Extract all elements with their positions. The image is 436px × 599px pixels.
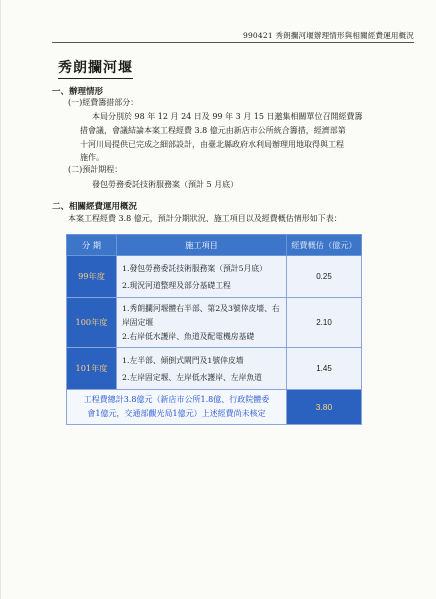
page-header: 990421 秀朗攔河堰辦理情形與相關經費運用概況 — [242, 31, 414, 40]
section-1-heading: 一、辦理情形 — [52, 87, 104, 97]
work-item: 2.右岸低水護岸、魚道及配電機房基礎 — [122, 331, 255, 341]
phase-cell: 101年度 — [67, 348, 117, 390]
budget-cell: 1.45 — [287, 348, 362, 390]
work-item: 2.現況河道整理及部分基礎工程 — [122, 280, 231, 290]
budget-table — [66, 234, 362, 425]
funding-paragraph — [80, 110, 398, 165]
column-header-items: 施工項目 — [117, 235, 287, 256]
table-header-row — [67, 235, 362, 256]
column-header-phase: 分 期 — [67, 235, 117, 256]
total-description-cell — [67, 390, 287, 425]
paragraph-line: 施作。 — [80, 153, 104, 163]
work-item: 1.秀朗攔河堰體右半部、第2及3號倖皮墻、右岸固定堰 — [122, 303, 280, 327]
subsection-schedule-heading: (二)預計期程： — [68, 165, 123, 174]
page-title: 秀朗攔河堰 — [58, 57, 133, 79]
schedule-item: 發包勞務委託技術服務案（預計 5 月底） — [92, 180, 239, 189]
budget-intro: 本案工程經費 3.8 億元，預計分期狀況、施工項目以及經費概估情形如下表： — [68, 214, 342, 223]
subsection-funding-heading: (一)經費籌措部分： — [68, 98, 139, 107]
phase-cell: 100年度 — [67, 298, 117, 348]
phase-cell: 99年度 — [67, 256, 117, 298]
table-total-row — [67, 390, 362, 425]
budget-cell: 0.25 — [287, 256, 362, 298]
items-cell — [117, 256, 287, 298]
paragraph-line: 十河川局提供已完成之細部設計，由臺北縣政府水利局辦理用地取得與工程 — [80, 139, 344, 149]
table-row — [67, 348, 362, 390]
items-cell — [117, 298, 287, 348]
column-header-budget: 經費概估（億元） — [287, 235, 362, 256]
items-cell — [117, 348, 287, 390]
budget-cell: 2.10 — [287, 298, 362, 348]
work-item: 2.左岸固定堰、左岸低水護岸、左岸魚道 — [122, 372, 262, 382]
total-text-line: 工程費總計3.8億元（新店市公所1.8億、行政院體委 — [83, 395, 270, 404]
table-row — [67, 256, 362, 298]
header-divider — [52, 42, 414, 43]
total-budget-cell: 3.80 — [287, 390, 362, 425]
paragraph-line: 本局分別於 98 年 12 月 24 日及 99 年 3 月 15 日邀集相關單位召開經費籌 — [92, 112, 363, 121]
table-row — [67, 298, 362, 348]
section-2-heading: 二、相關經費運用概況 — [52, 202, 138, 212]
work-item: 1.發包勞務委託技術服務案（預計5月底） — [122, 263, 267, 273]
paragraph-line: 措會議，會議結論本案工程經費 3.8 億元由新店市公所統合籌措，經濟部第 — [80, 125, 346, 135]
work-item: 1.左半部、傾倒式閘門及1號倖皮墻 — [122, 355, 244, 365]
total-text-line: 會1億元，交通部觀光局1億元）上述經費尚未核定 — [87, 409, 266, 418]
